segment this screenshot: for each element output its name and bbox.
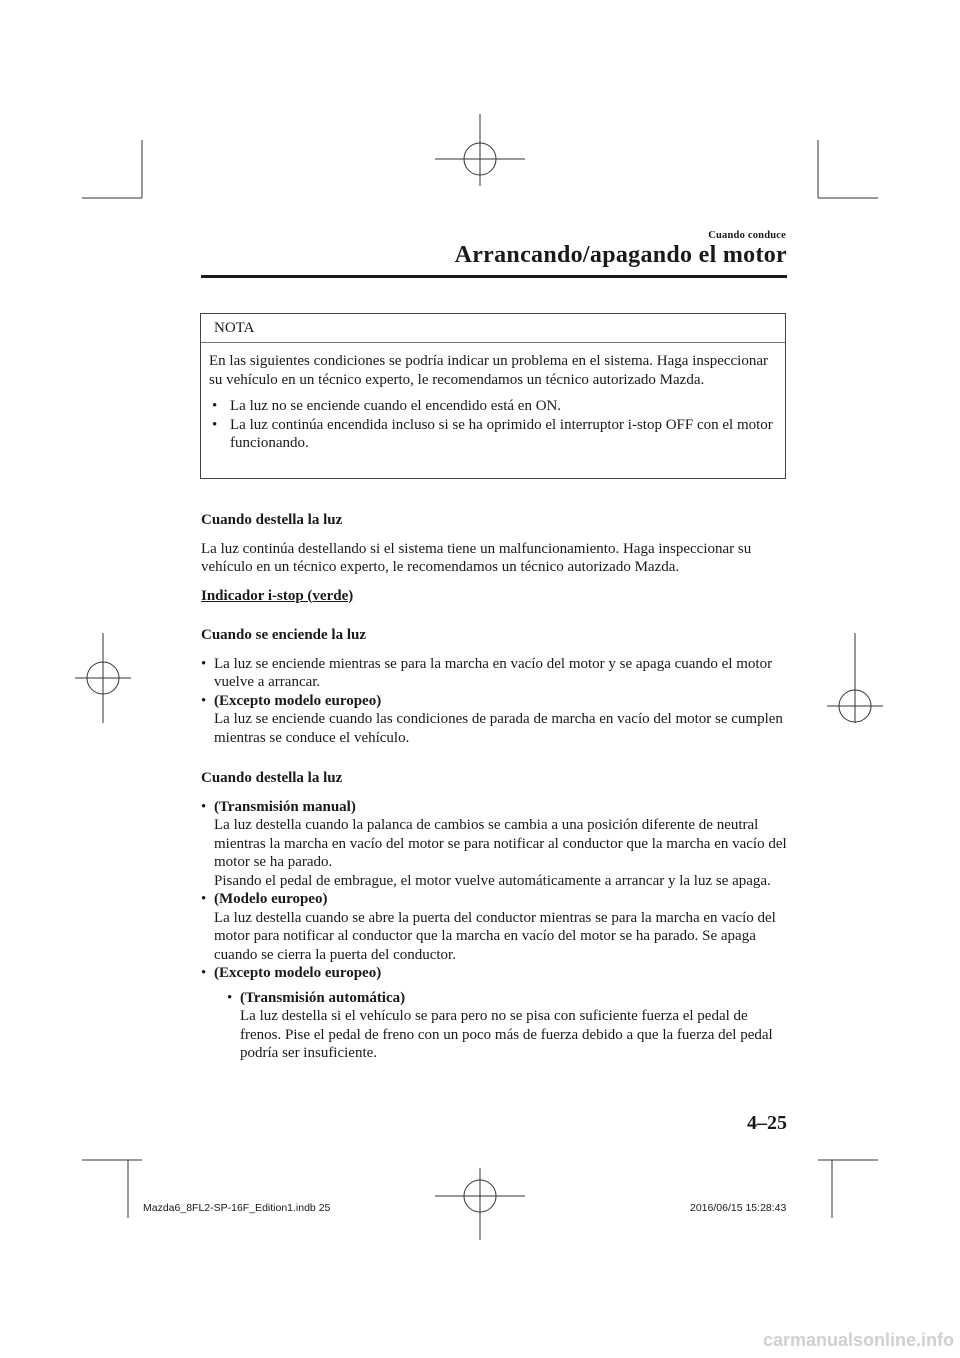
list-item [201, 964, 789, 1063]
bullet-icon: • [201, 692, 207, 709]
list-item-title: (Transmisión automática) [240, 989, 406, 1006]
bullet-icon: • [201, 891, 207, 907]
header-rule [201, 275, 787, 278]
main-content [201, 511, 789, 1063]
bullet-icon: • [212, 398, 218, 414]
bullet-icon: • [227, 989, 233, 1006]
list-item-title: (Modelo europeo) [214, 891, 328, 907]
footer-file: Mazda6_8FL2-SP-16F_Edition1.indb 25 [143, 1202, 331, 1214]
flash-heading: Cuando destella la luz [201, 770, 343, 786]
note-list [209, 397, 777, 453]
note-item: • La luz no se enciende cuando el encendido está en ON. [212, 398, 562, 414]
note-heading: NOTA [201, 314, 785, 343]
list-item: • (Transmisión automática) La luz destella si el vehículo se para pero no se pisa con suficiente fuerza el pedal de frenos. Pise el pedal de freno con un poco más de fuerza debido a que la fuerza del pedal podría ser insuficiente. [227, 989, 773, 1061]
list-item-title: (Transmisión manual) [214, 798, 356, 815]
flash-list [201, 798, 789, 1063]
note-body [201, 343, 785, 453]
bullet-icon: • [212, 416, 218, 433]
page-number: 4–25 [747, 1112, 787, 1134]
bullet-icon: • [201, 655, 207, 672]
light-on-list [201, 655, 789, 748]
note-intro: En las siguientes condiciones se podría indicar un problema en el sistema. Haga inspeccionar su vehículo en un técnico experto, le recomendamos un técnico autorizado Mazda. [209, 353, 768, 388]
list-item: • La luz se enciende mientras se para la marcha en vacío del motor y se apaga cuando el motor vuelve a arrancar. [201, 655, 773, 690]
list-item-title: (Excepto modelo europeo) [214, 965, 382, 981]
note-item: • La luz continúa encendida incluso si se ha oprimido el interruptor i-stop OFF con el motor funcionando. [212, 416, 773, 451]
sub-list [214, 989, 789, 1063]
footer-timestamp: 2016/06/15 15:28:43 [690, 1202, 787, 1214]
flash-heading: Cuando destella la luz [201, 512, 343, 528]
list-item: • (Modelo europeo) La luz destella cuando se abre la puerta del conductor mientras se para la marcha en vacío del motor para notificar al conductor que la marcha en vacío del motor se ha parado. Se apaga cuando se cierra la puerta del conductor. [201, 891, 776, 963]
note-box [200, 313, 786, 479]
list-item: • (Transmisión manual) La luz destella cuando la palanca de cambios se cambia a una posición diferente de neutral mientras la marcha en vacío del motor se para notificar al conductor que la marcha en vacío del motor se ha parado. Pisando el pedal de embrague, el motor vuelve automáticamente a arrancar y la luz se apaga. [201, 798, 787, 889]
page-title: Arrancando/apagando el motor [454, 242, 787, 268]
watermark: carmanualsonline.info [762, 1330, 954, 1350]
list-item: • (Excepto modelo europeo) La luz se enciende cuando las condiciones de parada de marcha en vacío del motor se cumplen mientras se conduce el vehículo. [201, 692, 783, 746]
bullet-icon: • [201, 965, 207, 981]
list-item-title: (Excepto modelo europeo) [214, 692, 382, 709]
bullet-icon: • [201, 798, 207, 815]
flash-paragraph: La luz continúa destellando si el sistema tiene un malfuncionamiento. Haga inspeccionar su vehículo en un técnico experto, le recomendamos un técnico autorizado Mazda. [201, 540, 752, 575]
section-label: Cuando conduce [708, 230, 786, 241]
indicator-heading: Indicador i-stop (verde) [201, 587, 354, 604]
light-on-heading: Cuando se enciende la luz [201, 627, 367, 643]
